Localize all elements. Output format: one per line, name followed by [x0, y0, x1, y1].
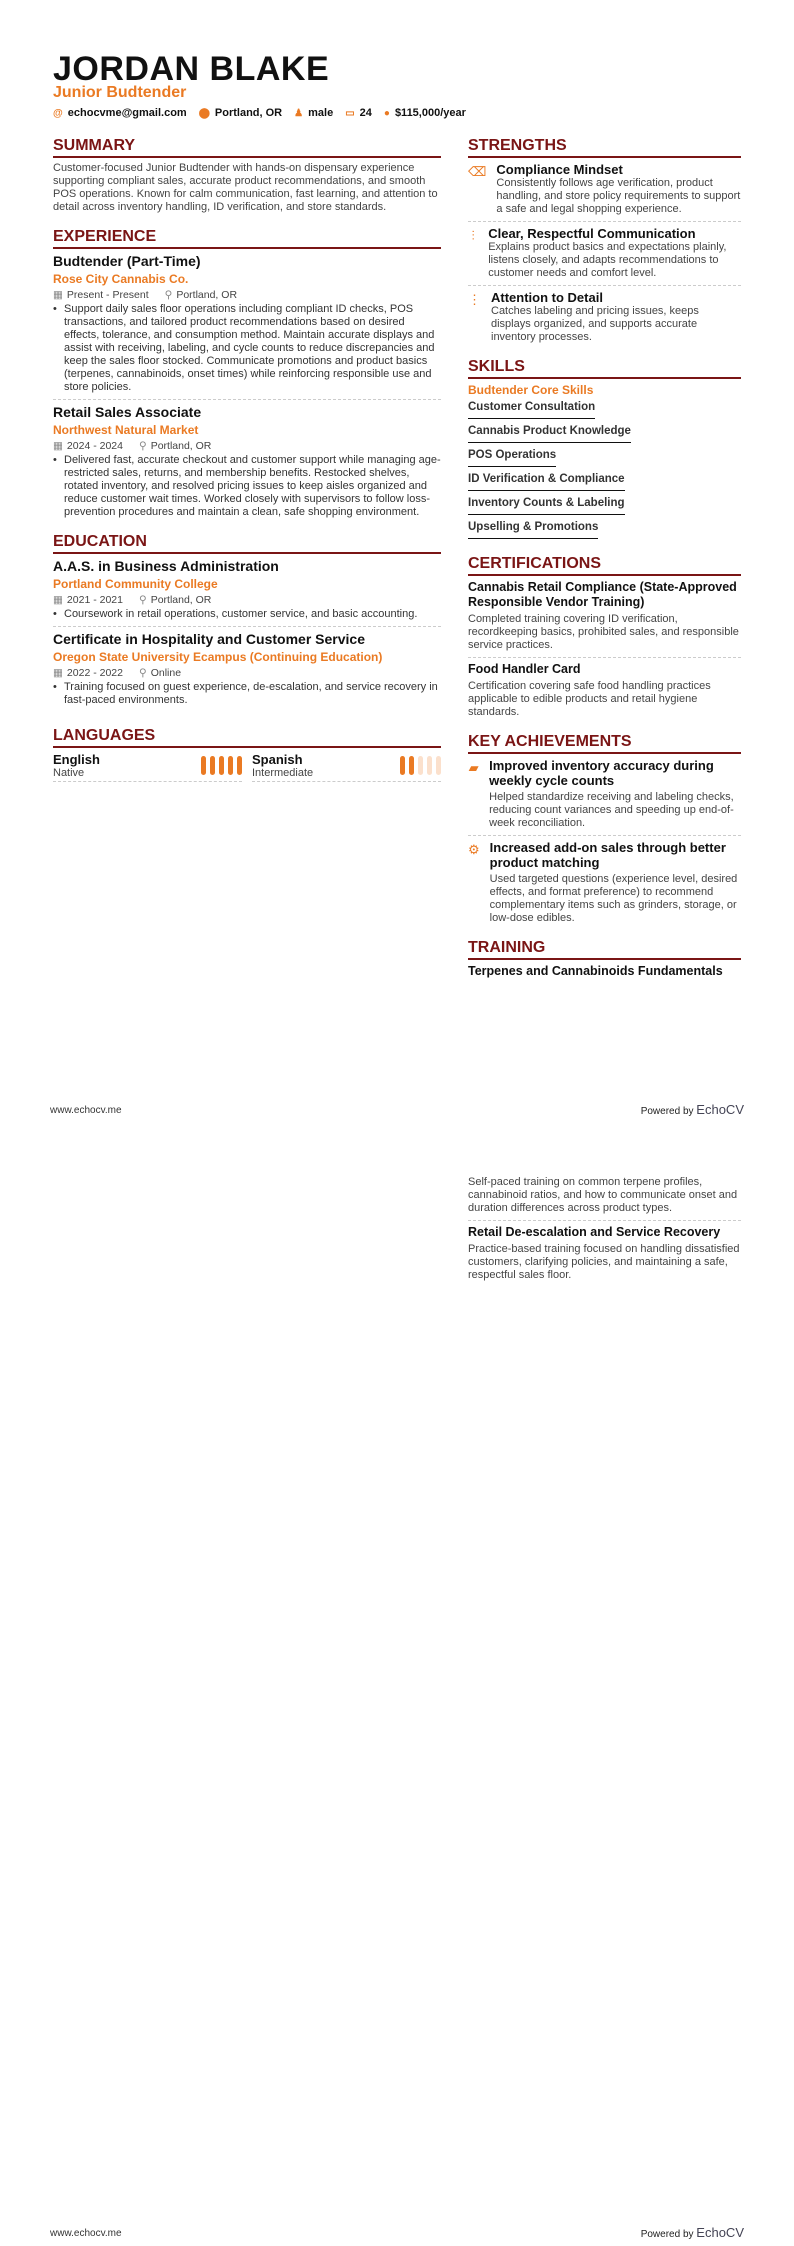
job-title: Junior Budtender — [53, 84, 187, 101]
strength-title: Attention to Detail — [491, 290, 603, 305]
contact-bar — [53, 107, 466, 119]
skill-item: Cannabis Product Knowledge — [468, 422, 631, 443]
gear-icon: ⚙ — [468, 842, 480, 857]
page2-right-column — [468, 1176, 741, 1282]
rating-bar — [219, 756, 224, 775]
language-name: Spanish — [252, 752, 303, 767]
dollar-icon: ● — [383, 108, 390, 119]
section-heading-summary: SUMMARY — [53, 137, 441, 158]
powered-label: Powered by — [640, 1106, 694, 1117]
role: Retail Sales Associate — [53, 404, 202, 420]
location-pin-icon: ⚲ — [138, 440, 147, 452]
brand-link[interactable]: EchoCV — [696, 1102, 744, 1117]
location: Online — [150, 667, 182, 679]
powered-by — [641, 1102, 744, 1117]
strength-text: Consistently follows age verification, product handling, and store policy requirements to support a safe and legal shopping experience. — [496, 177, 741, 215]
achievement-title: Increased add-on sales through better product matching — [489, 840, 726, 870]
rating-bar — [436, 756, 441, 775]
achievement-text: Used targeted questions (experience level, desired effects, and format preference) to recommend complementary items such as grinders, storage, or low-dose edibles. — [489, 873, 738, 924]
strength-title: Compliance Mindset — [496, 162, 623, 177]
age: 24 — [359, 107, 372, 119]
section-heading-skills: SKILLS — [468, 358, 741, 379]
rating-bar — [418, 756, 423, 775]
certification-item — [468, 662, 741, 719]
skill-item: ID Verification & Compliance — [468, 470, 625, 491]
section-heading-strengths: STRENGTHS — [468, 137, 741, 158]
rating-bar — [400, 756, 405, 775]
dates: 2021 - 2021 — [66, 594, 123, 606]
achievement-text: Helped standardize receiving and labeling checks, reducing count variances and speeding up end-of-week reconciliation. — [489, 791, 734, 829]
training-text: Self-paced training on common terpene profiles, cannabinoid ratios, and how to communicate onset and duration differences across product types. — [468, 1176, 741, 1221]
location: Portland, OR — [214, 107, 283, 119]
calendar-icon: ▭ — [345, 108, 355, 119]
language-rating — [400, 752, 441, 779]
experience-item — [53, 253, 441, 400]
rating-bar — [237, 756, 242, 775]
section-heading-certifications: CERTIFICATIONS — [468, 555, 741, 576]
powered-label: Powered by — [640, 2229, 694, 2240]
section-heading-achievements: KEY ACHIEVEMENTS — [468, 733, 741, 754]
skill-item: POS Operations — [468, 446, 556, 467]
email[interactable]: echocvme@gmail.com — [67, 107, 187, 119]
skill-item: Upselling & Promotions — [468, 518, 598, 539]
brand-link[interactable]: EchoCV — [696, 2225, 744, 2240]
bullet: • Coursework in retail operations, customer service, and basic accounting. — [53, 608, 441, 621]
company: Rose City Cannabis Co. — [53, 272, 189, 286]
dates: 2022 - 2022 — [66, 667, 123, 679]
strength-title: Clear, Respectful Communication — [488, 226, 696, 241]
location: Portland, OR — [150, 594, 212, 606]
dots-vertical-icon: ⋮ — [468, 292, 481, 307]
skill-item: Customer Consultation — [468, 398, 595, 419]
company: Northwest Natural Market — [53, 423, 199, 437]
section-heading-experience: EXPERIENCE — [53, 228, 441, 249]
rating-bar — [427, 756, 432, 775]
language-level: Intermediate — [252, 767, 314, 779]
degree: A.A.S. in Business Administration — [53, 558, 279, 574]
skill-category: Budtender Core Skills — [468, 383, 594, 397]
rating-bar — [409, 756, 414, 775]
certification-title: Cannabis Retail Compliance (State-Approved Responsible Vendor Training) — [468, 580, 737, 609]
tag-x-icon: ⌫ — [468, 164, 487, 179]
sliders-icon: ⫶ — [471, 228, 475, 243]
chat-bubble-icon: ▰ — [468, 760, 479, 775]
dates: 2024 - 2024 — [66, 440, 123, 452]
certification-text: Certification covering safe food handling practices applicable to edible products and retail hygiene standards. — [468, 680, 711, 718]
rating-bar — [228, 756, 233, 775]
language-rating — [201, 752, 242, 779]
section-heading-languages: LANGUAGES — [53, 727, 441, 748]
right-column — [468, 137, 741, 979]
certification-item — [468, 580, 741, 658]
location-pin-icon: ⚲ — [164, 289, 173, 301]
rating-bar — [201, 756, 206, 775]
achievement-item — [468, 758, 741, 836]
school: Portland Community College — [53, 577, 218, 591]
calendar-icon: ▦ — [53, 289, 63, 301]
location-pin-icon: ⬤ — [198, 108, 210, 119]
gender: male — [308, 107, 334, 119]
calendar-icon: ▦ — [53, 440, 63, 452]
skill-item: Inventory Counts & Labeling — [468, 494, 625, 515]
strength-item — [468, 290, 741, 344]
calendar-icon: ▦ — [53, 667, 63, 679]
role: Budtender (Part-Time) — [53, 253, 201, 269]
school: Oregon State University Ecampus (Continuing Education) — [53, 650, 383, 664]
location: Portland, OR — [176, 289, 238, 301]
footer-site-link[interactable]: www.echocv.me — [50, 2228, 122, 2239]
training-title: Retail De-escalation and Service Recovery — [468, 1225, 721, 1239]
achievement-item — [468, 840, 741, 925]
training-text: Practice-based training focused on handling dissatisfied customers, clarifying policies, and maintaining a safe, respectful sales floor. — [468, 1243, 740, 1281]
strength-text: Catches labeling and pricing issues, keeps displays organized, and supports accurate inventory processes. — [491, 305, 699, 343]
bullet: • Support daily sales floor operations including compliant ID checks, POS transactions, and tailored product recommendations based on desired effects, tolerance, and consumption method. Maintain accurate displays and assist with receiving, labeling, and cycle counts to reduce discrepancies and keep the sales floor stocked. Communicate promotions and product basics (terpenes, cannabinoids, onset times) while reinforcing responsible use and store policies. — [53, 303, 441, 394]
education-item — [53, 631, 441, 707]
footer-site-link[interactable]: www.echocv.me — [50, 1105, 122, 1116]
salary: $115,000/year — [394, 107, 466, 119]
language-level: Native — [53, 767, 85, 779]
location-pin-icon: ⚲ — [138, 594, 147, 606]
candidate-name: JORDAN BLAKE — [53, 50, 330, 88]
education-item — [53, 558, 441, 627]
at-icon: @ — [53, 108, 63, 119]
location: Portland, OR — [150, 440, 212, 452]
language-item — [252, 752, 441, 782]
language-name: English — [53, 752, 100, 767]
certification-title: Food Handler Card — [468, 662, 581, 676]
certification-text: Completed training covering ID verification, recordkeeping basics, prohibited sales, and responsible service practices. — [468, 613, 739, 651]
summary-text: Customer-focused Junior Budtender with hands-on dispensary experience supporting compliant sales, accurate product recommendations, and smooth POS operations. Known for calm communication, fast learning, and attention to detail across inventory handling, ID verification, and store standards. — [53, 162, 438, 213]
section-heading-education: EDUCATION — [53, 533, 441, 554]
strength-item — [468, 162, 741, 222]
experience-item — [53, 404, 441, 519]
rating-bar — [210, 756, 215, 775]
degree: Certificate in Hospitality and Customer Service — [53, 631, 365, 647]
language-item — [53, 752, 242, 782]
strength-item — [468, 226, 741, 286]
bullet: • Delivered fast, accurate checkout and customer support while managing age-restricted sales, returns, and membership benefits. Restocked shelves, rotated inventory, and resolved pricing issues to keep aisles organized and reduce customer wait times. Worked closely with supervisors to follow loss-prevention procedures and maintain a clean, safe shopping environment. — [53, 454, 441, 519]
bullet: • Training focused on guest experience, de-escalation, and service recovery in fast-paced environments. — [53, 681, 441, 707]
calendar-icon: ▦ — [53, 594, 63, 606]
dates: Present - Present — [66, 289, 149, 301]
powered-by — [641, 2225, 744, 2240]
strength-text: Explains product basics and expectations plainly, listens closely, and adapts recommendations to customer needs and comfort level. — [488, 241, 727, 279]
achievement-title: Improved inventory accuracy during weekly cycle counts — [489, 758, 714, 788]
left-column — [53, 137, 441, 782]
training-title: Terpenes and Cannabinoids Fundamentals — [468, 964, 723, 978]
location-pin-icon: ⚲ — [138, 667, 147, 679]
section-heading-training: TRAINING — [468, 939, 741, 960]
person-icon: ♟ — [294, 108, 304, 119]
